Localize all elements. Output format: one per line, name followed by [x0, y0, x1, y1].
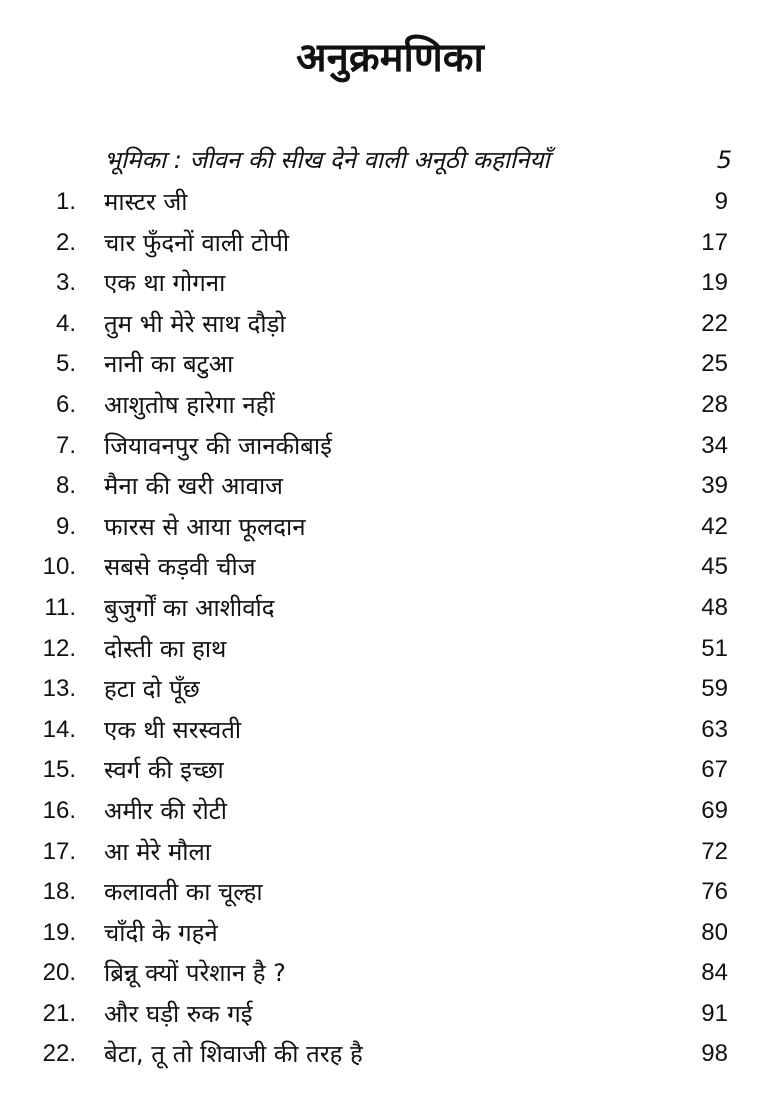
preface-page-number: 5: [716, 146, 732, 174]
toc-entry: [0, 832, 780, 873]
entry-title: हटा दो पूँछ: [104, 675, 200, 704]
entry-number: 20.: [42, 959, 76, 987]
entry-page-number: 72: [701, 837, 728, 865]
entry-number: 16.: [42, 796, 76, 824]
entry-number: 18.: [42, 878, 76, 906]
entry-title: और घड़ी रुक गई: [104, 999, 253, 1028]
toc-entry: [0, 913, 780, 954]
entry-number: 6.: [55, 390, 76, 418]
entry-page-number: 63: [701, 715, 728, 743]
entry-number: 2.: [55, 228, 76, 256]
entry-page-number: 91: [701, 999, 728, 1027]
entry-number: 1.: [55, 188, 76, 215]
entry-page-number: 34: [701, 431, 728, 459]
toc-entry: [0, 629, 780, 670]
entry-number: 12.: [42, 634, 76, 662]
entry-title: दोस्ती का हाथ: [104, 634, 227, 663]
toc-entry: [0, 994, 780, 1035]
entry-number: 10.: [42, 553, 76, 581]
entry-title: अमीर की रोटी: [104, 796, 227, 825]
entry-number: 3.: [55, 269, 76, 297]
entry-title: स्वर्ग की इच्छा: [104, 756, 224, 785]
entry-page-number: 42: [701, 512, 728, 540]
preface-entry: [104, 140, 732, 180]
toc-entry: [0, 750, 780, 791]
entry-page-number: 28: [701, 390, 728, 418]
entry-number: 9.: [55, 512, 76, 540]
entry-number: 15.: [42, 756, 76, 784]
entry-number: 22.: [42, 1040, 76, 1068]
toc-entry: [0, 507, 780, 548]
entry-title: आशुतोष हारेगा नहीं: [104, 390, 275, 419]
entry-page-number: 51: [701, 634, 728, 662]
toc-entry: [0, 547, 780, 588]
toc-entry: [0, 344, 780, 385]
entry-title: एक था गोगना: [104, 269, 226, 298]
entry-page-number: 98: [701, 1040, 728, 1068]
entry-number: 7.: [55, 431, 76, 459]
entry-title: फारस से आया फूलदान: [104, 512, 306, 541]
toc-entry: [0, 263, 780, 304]
entry-title: ब्रिन्नू क्यों परेशान है ?: [104, 959, 286, 988]
page-title: अनुक्रमणिका: [296, 35, 484, 81]
entry-page-number: 19: [701, 269, 728, 297]
entry-page-number: 80: [701, 918, 728, 946]
entry-title: बुजुर्गों का आशीर्वाद: [104, 593, 275, 622]
entry-number: 14.: [42, 715, 76, 743]
entry-page-number: 17: [701, 228, 728, 256]
entry-number: 11.: [44, 593, 76, 621]
entry-title: नानी का बटुआ: [104, 350, 234, 379]
entry-title: सबसे कड़वी चीज: [104, 553, 256, 582]
toc-entry: [0, 872, 780, 913]
entry-number: 8.: [55, 472, 76, 500]
entry-title: मास्टर जी: [104, 188, 188, 216]
entry-number: 4.: [55, 309, 76, 337]
toc-entry: [0, 588, 780, 629]
entry-page-number: 48: [701, 593, 728, 621]
entry-page-number: 9: [714, 188, 728, 215]
toc-entry: [0, 466, 780, 507]
entry-title: तुम भी मेरे साथ दौड़ो: [104, 309, 286, 338]
entry-title: जियावनपुर की जानकीबाई: [104, 431, 332, 460]
entry-number: 19.: [42, 918, 76, 946]
entry-page-number: 22: [701, 309, 728, 337]
entry-title: कलावती का चूल्हा: [104, 878, 263, 907]
preface-title: भूमिका : जीवन की सीख देने वाली अनूठी कहानियाँ: [104, 146, 550, 174]
entry-title: मैना की खरी आवाज: [104, 472, 283, 501]
toc-entry: [0, 385, 780, 426]
toc-entry: [0, 791, 780, 832]
toc-entry: [0, 223, 780, 264]
entry-title: चाँदी के गहने: [104, 918, 218, 947]
toc-entry: [0, 1034, 780, 1075]
entry-page-number: 67: [701, 756, 728, 784]
entry-page-number: 76: [701, 878, 728, 906]
toc-list: [0, 182, 780, 1075]
toc-entry: [0, 426, 780, 467]
entry-title: बेटा, तू तो शिवाजी की तरह है: [104, 1040, 363, 1069]
toc-entry: [0, 953, 780, 994]
entry-number: 13.: [42, 675, 76, 703]
toc-entry: [0, 304, 780, 345]
entry-page-number: 69: [701, 796, 728, 824]
entry-page-number: 59: [701, 675, 728, 703]
toc-entry: [0, 669, 780, 710]
entry-number: 5.: [55, 350, 76, 378]
entry-page-number: 39: [701, 472, 728, 500]
entry-page-number: 25: [701, 350, 728, 378]
entry-number: 21.: [42, 999, 76, 1027]
toc-entry: [0, 182, 780, 223]
entry-number: 17.: [42, 837, 76, 865]
entry-page-number: 45: [701, 553, 728, 581]
toc-entry: [0, 710, 780, 751]
entry-page-number: 84: [701, 959, 728, 987]
entry-title: एक थी सरस्वती: [104, 715, 242, 744]
entry-title: आ मेरे मौला: [104, 837, 212, 866]
entry-title: चार फुँदनों वाली टोपी: [104, 228, 290, 257]
